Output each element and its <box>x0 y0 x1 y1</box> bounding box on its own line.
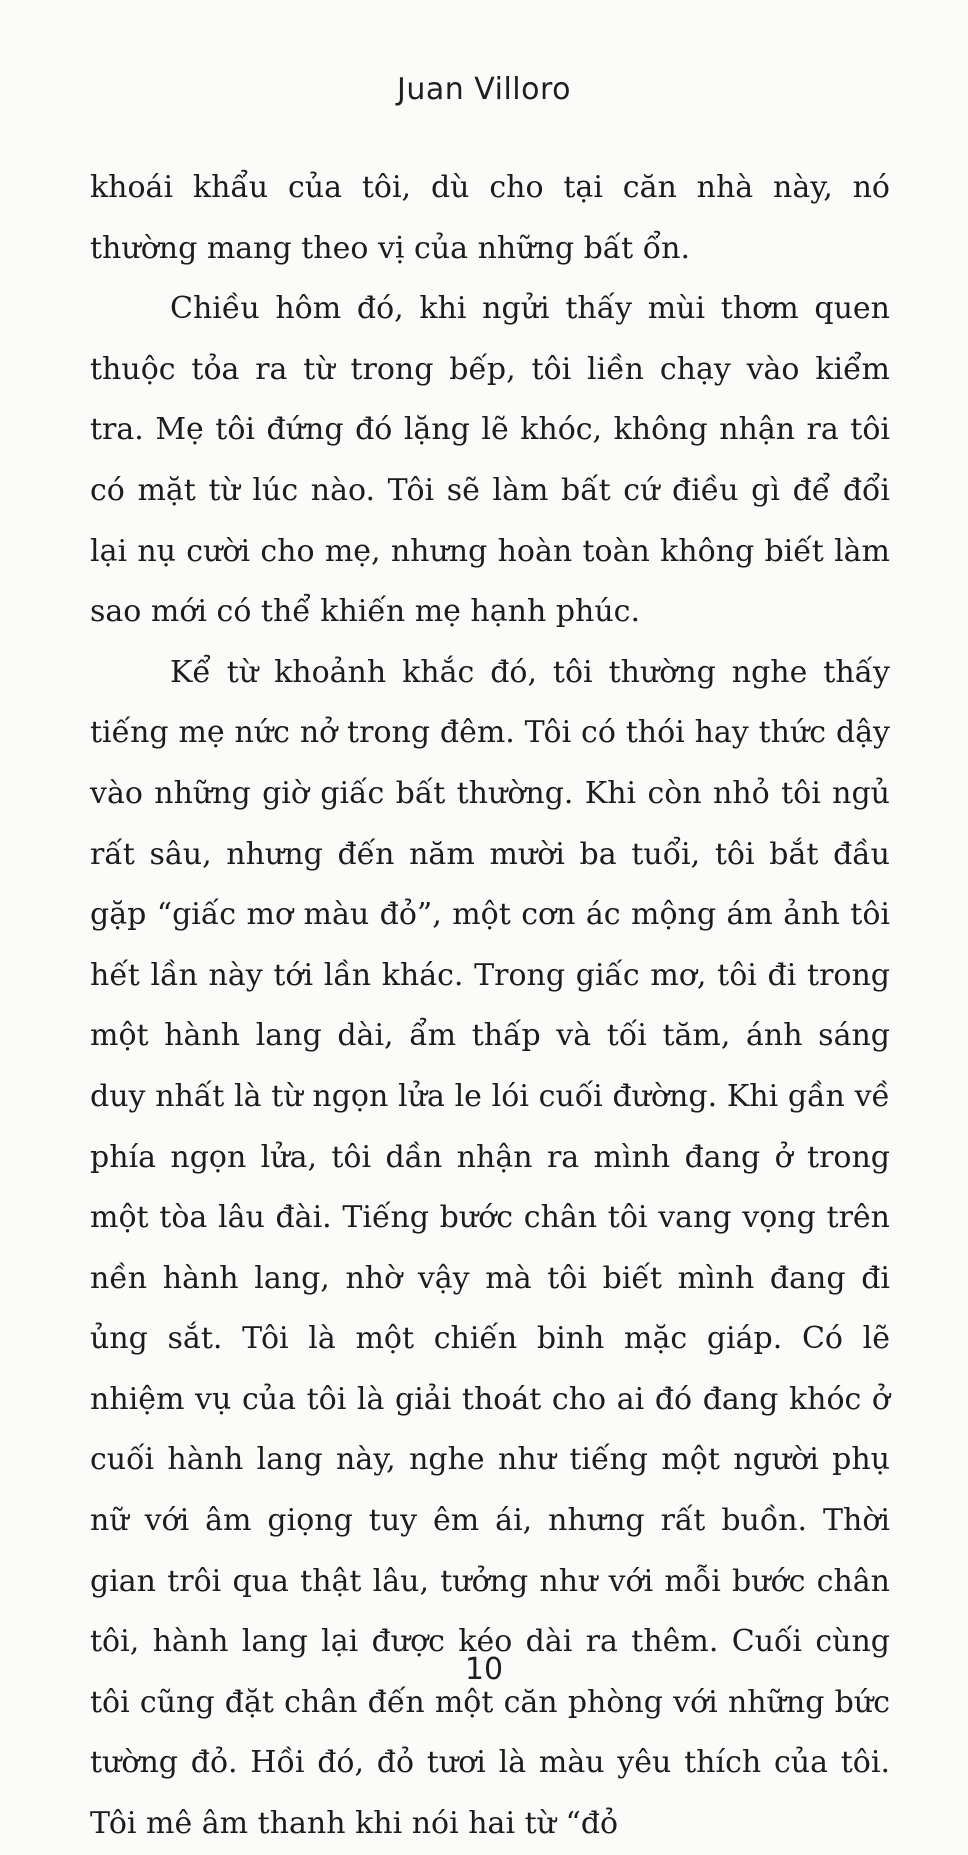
paragraph-2: Chiều hôm đó, khi ngửi thấy mùi thơm quen thuộc tỏa ra từ trong bếp, tôi liền chạy vào kiểm tra. Mẹ tôi đứng đó lặng lẽ khóc, không nhận ra tôi có mặt từ lúc nào. Tôi sẽ làm bất cứ điều gì để đổi lại nụ cười cho mẹ, nhưng hoàn toàn không biết làm sao mới có thể khiến mẹ hạnh phúc. <box>90 291 890 630</box>
paragraph-3: Kể từ khoảnh khắc đó, tôi thường nghe thấy tiếng mẹ nức nở trong đêm. Tôi có thói hay thức dậy vào những giờ giấc bất thường. Khi còn nhỏ tôi ngủ rất sâu, nhưng đến năm mười ba tuổi, tôi bắt đầu gặp “giấc mơ màu đỏ”, một cơn ác mộng ám ảnh tôi hết lần này tới lần khác. Trong giấc mơ, tôi đi trong một hành lang dài, ẩm thấp và tối tăm, ánh sáng duy nhất là từ ngọn lửa le lói cuối đường. Khi gần về phía ngọn lửa, tôi dần nhận ra mình đang ở trong một tòa lâu đài. Tiếng bước chân tôi vang vọng trên nền hành lang, nhờ vậy mà tôi biết mình đang đi ủng sắt. Tôi là một chiến binh mặc giáp. Có lẽ nhiệm vụ của tôi là giải thoát cho ai đó đang khóc ở cuối hành lang này, nghe như tiếng một người phụ nữ với âm giọng tuy êm ái, nhưng rất buồn. Thời gian trôi qua thật lâu, tưởng như với mỗi bước chân tôi, hành lang lại được kéo dài ra thêm. Cuối cùng tôi cũng đặt chân đến một căn phòng với những bức tường đỏ. Hồi đó, đỏ tươi là màu yêu thích của tôi. Tôi mê âm thanh khi nói hai từ “đỏ <box>90 654 890 1842</box>
paragraph-1: khoái khẩu của tôi, dù cho tại căn nhà này, nó thường mang theo vị của những bất ổn. <box>90 170 890 266</box>
body-text <box>90 158 890 1855</box>
running-header-author: Juan Villoro <box>396 72 572 107</box>
page-number: 10 <box>464 1652 504 1687</box>
